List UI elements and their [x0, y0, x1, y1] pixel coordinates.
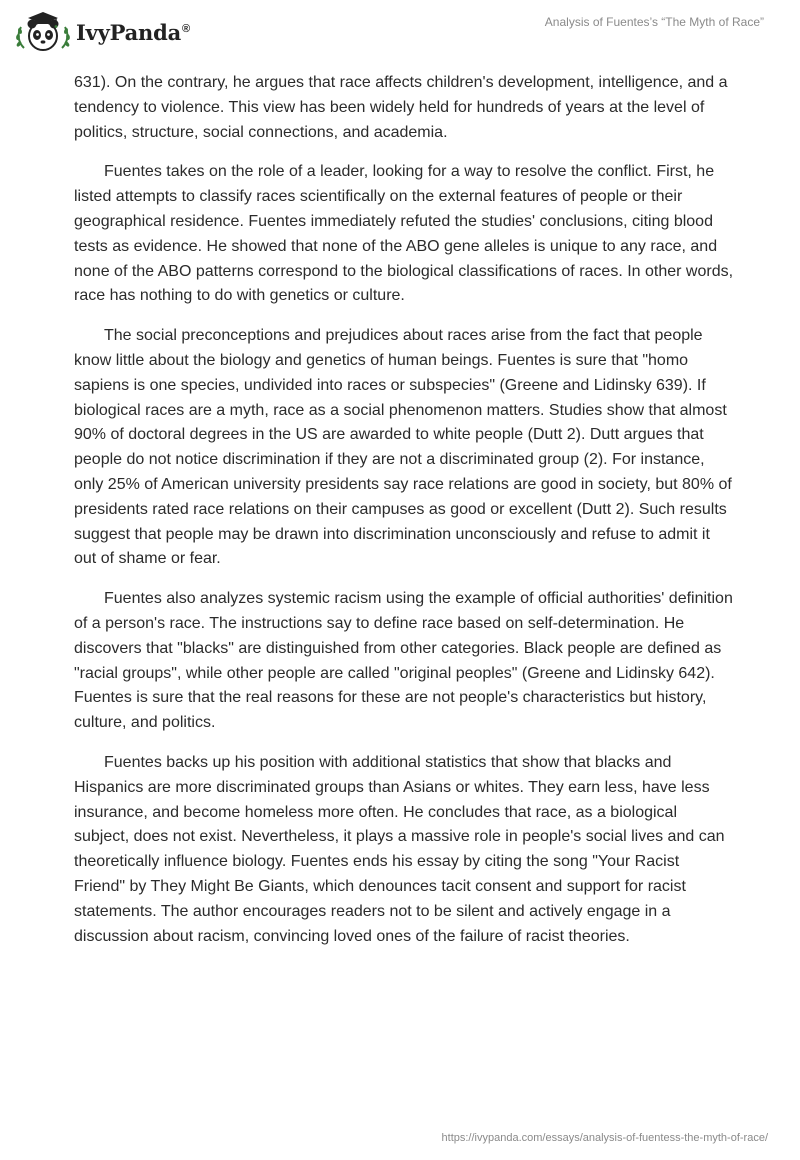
brand-name	[76, 20, 190, 45]
paragraph-4: Fuentes also analyzes systemic racism using the example of official authorities' definition of a person's race. The instructions say to define race based on self-determination. He discovers that "blacks" are distinguished from other categories. Black people are defined as "racial groups", while other people are called "original peoples" (Greene and Lidinsky 642). Fuentes is sure that the real reasons for these are not people's characteristics but history, culture, and politics.	[74, 590, 733, 732]
paragraph-3: The social preconceptions and prejudices about races arise from the fact that people know little about the biology and genetics of human beings. Fuentes is sure that "homo sapiens is one species, undivided into races or subspecies" (Greene and Lidinsky 639). If biological races are a myth, race as a social phenomenon matters. Studies show that almost 90% of doctoral degrees in the US are awarded to white people (Dutt 2). Dutt argues that people do not notice discrimination if they are not a discriminated group (2). For instance, only 25% of American university presidents say race relations are good in society, but 80% of presidents rated race relations on their campuses as good or excellent (Dutt 2). Such results suggest that people may be drawn into discrimination unconsciously and refuse to admit it out of shame or fear.	[74, 327, 732, 568]
essay-body	[74, 71, 734, 964]
panda-graduate-icon	[14, 10, 72, 54]
source-url-link[interactable]: https://ivypanda.com/essays/analysis-of-fuentess-the-myth-of-race/	[441, 1132, 768, 1144]
ivypanda-logo[interactable]	[14, 10, 190, 54]
registered-mark: ®	[182, 22, 190, 35]
page-header	[0, 0, 800, 64]
brand-text: IvyPanda	[76, 19, 182, 45]
paragraph-1: 631). On the contrary, he argues that race affects children's development, intelligence, and a tendency to violence. This view has been widely held for hundreds of years at the level of politics, structure, social connections, and academia.	[74, 74, 728, 141]
paragraph-2: Fuentes takes on the role of a leader, looking for a way to resolve the conflict. First, he listed attempts to classify races scientifically on the external features of people or their geographical residence. Fuentes immediately refuted the studies' conclusions, citing blood tests as evidence. He showed that none of the ABO gene alleles is unique to any race, and none of the ABO patterns correspond to the biological classifications of races. In other words, race has nothing to do with genetics or culture.	[74, 163, 734, 305]
document-title: Analysis of Fuentes’s “The Myth of Race”	[544, 15, 764, 29]
paragraph-5: Fuentes backs up his position with additional statistics that show that blacks and Hispanics are more discriminated groups than Asians or whites. They earn less, have less insurance, and become homeless more often. He concludes that race, as a biological subject, does not exist. Nevertheless, it plays a massive role in people's social lives and can theoretically influence biology. Fuentes ends his essay by citing the song "Your Racist Friend" by They Might Be Giants, which denounces tacit consent and support for racist statements. The author encourages readers not to be silent and actively engage in a discussion about racism, convincing loved ones of the failure of racist theories.	[74, 753, 725, 945]
